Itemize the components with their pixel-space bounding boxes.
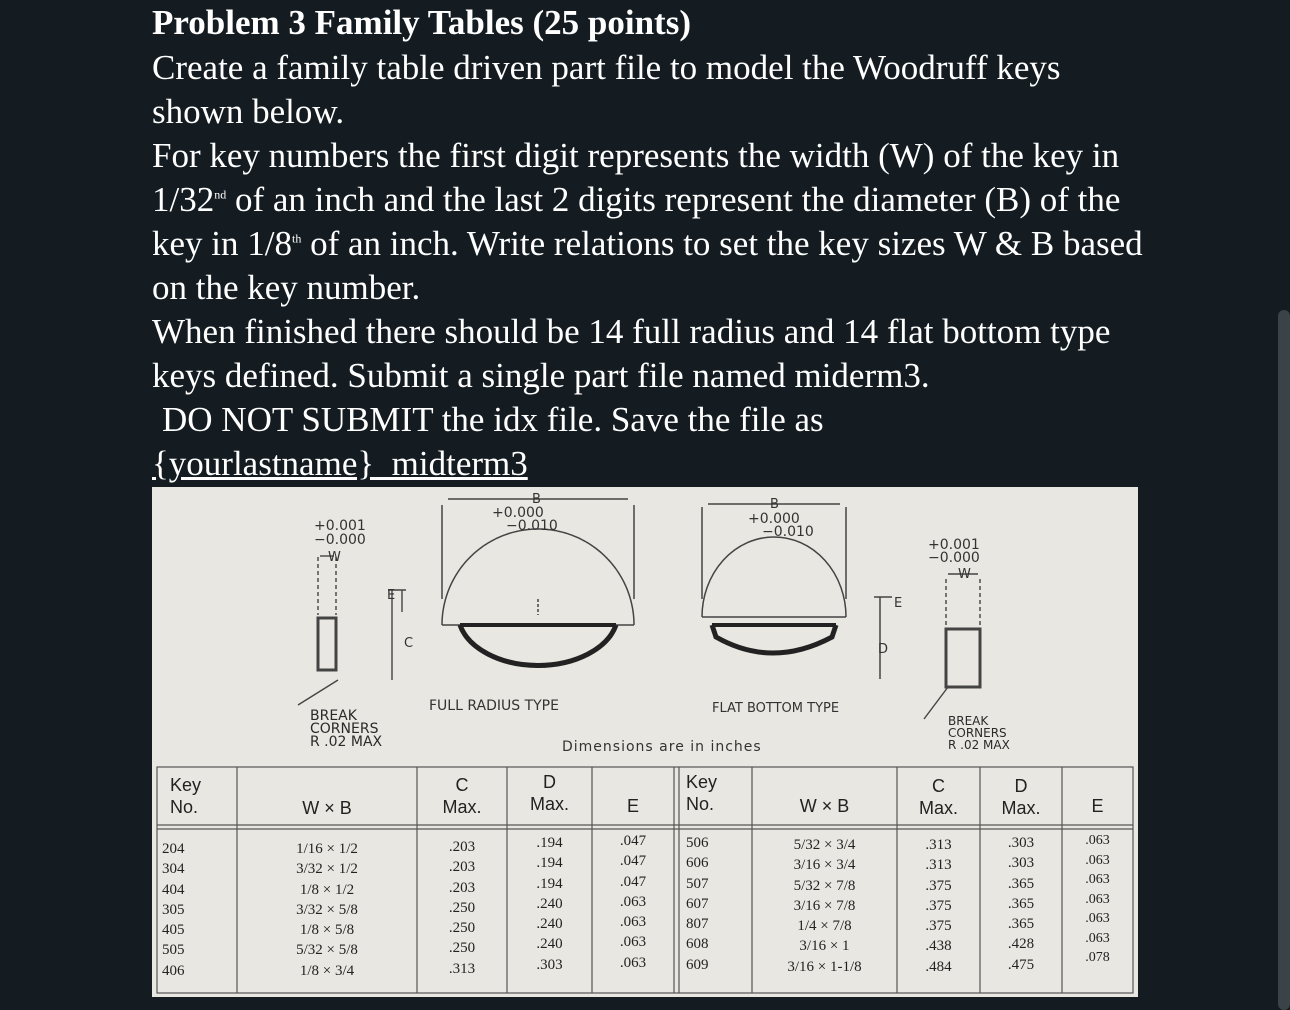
tol-w-left-2: −0.000 <box>314 532 366 548</box>
problem-text <box>152 0 1152 486</box>
woodruff-key-figure <box>152 487 1138 997</box>
col-c-right: .313 .313 .375 .375 .375 .438 .484 <box>925 837 952 975</box>
b-label-left: B <box>532 492 541 507</box>
para2-sup1: nd <box>214 187 227 202</box>
b-label-right: B <box>770 497 779 512</box>
tol-b-left-2: −0.010 <box>506 518 558 534</box>
header-c-left: C Max. <box>442 775 482 817</box>
w-label-right: W <box>958 567 971 582</box>
tol-b-left-1: +0.000 <box>492 505 544 521</box>
para2-a: For key numbers the first digit represents the width (W) of the key in 1/32 <box>152 136 1120 219</box>
col-wxb-left: 1/16 × 1/2 3/32 × 1/2 1/8 × 1/2 3/32 × 5/8 1/8 × 5/8 5/32 × 5/8 1/8 × 3/4 <box>296 841 358 979</box>
tol-b-right-1: +0.000 <box>748 511 800 527</box>
header-wxb-left: W × B <box>302 798 352 818</box>
col-key-right: 506 606 507 607 807 608 609 <box>686 835 709 973</box>
d-label-right: D <box>878 642 889 657</box>
header-e-left: E <box>626 796 639 816</box>
w-label-left: W <box>328 550 341 565</box>
col-e-left: .047 .047 .047 .063 .063 .063 .063 <box>619 833 647 971</box>
tol-w-right-2: −0.000 <box>928 550 980 566</box>
full-radius-type-label: FULL RADIUS TYPE <box>429 698 559 714</box>
problem-para-3: When finished there should be 14 full radius and 14 flat bottom type keys defined. Submit a single part file named miderm3. <box>152 312 1111 395</box>
tol-w-right-1: +0.001 <box>928 537 980 553</box>
col-c-left: .203 .203 .203 .250 .250 .250 .313 <box>448 839 476 977</box>
c-label-left: C <box>404 636 414 651</box>
header-c-right: C Max. <box>918 776 958 818</box>
header-key-no-left: Key No. <box>170 775 202 817</box>
dimensions-note: Dimensions are in inches <box>562 739 762 755</box>
col-wxb-right: 5/32 × 3/4 3/16 × 3/4 5/32 × 7/8 3/16 × 7/8 1/4 × 7/8 3/16 × 1 3/16 × 1-1/8 <box>787 837 862 975</box>
left-key-side-view <box>318 618 336 670</box>
header-wxb-right: W × B <box>799 796 850 816</box>
tol-b-right-2: −0.010 <box>762 524 814 540</box>
col-e-right: .063 .063 .063 .063 .063 .063 .078 <box>1085 833 1110 965</box>
problem-para-1: Create a family table driven part file to model the Woodruff keys shown below. <box>152 48 1061 131</box>
col-key-left: 204 304 404 305 405 505 406 <box>162 841 185 979</box>
problem-para-4: DO NOT SUBMIT the idx file. Save the file as <box>162 400 824 439</box>
col-d-right: .303 .303 .365 .365 .365 .428 .475 <box>1007 835 1035 973</box>
break-corners-right: BREAK CORNERS R .02 MAX <box>948 714 1010 752</box>
header-d-right: D Max. <box>1001 776 1041 818</box>
para2-c: of an inch. Write relations to set the key sizes W & B based on the key number. <box>152 224 1143 307</box>
header-d-left: D Max. <box>529 772 569 814</box>
woodruff-key-table <box>152 765 1138 995</box>
col-d-left: .194 .194 .194 .240 .240 .240 .303 <box>536 835 563 973</box>
problem-para-2 <box>152 134 1152 310</box>
scrollbar[interactable] <box>1278 310 1290 1010</box>
tol-w-left-1: +0.001 <box>314 518 366 534</box>
para2-b: of an inch and the last 2 digits represent the diameter (B) of the key in 1/8 <box>152 180 1121 263</box>
problem-title: Problem 3 Family Tables (25 points) <box>152 3 691 42</box>
problem-para-5: {yourlastname}_midterm3 <box>152 444 528 483</box>
header-e-right: E <box>1091 796 1104 816</box>
para2-sup2: th <box>291 231 302 246</box>
flat-bottom-type-label: FLAT BOTTOM TYPE <box>712 701 840 716</box>
break-corners-left: BREAK CORNERS R .02 MAX <box>310 708 383 750</box>
e-label-left: E <box>387 588 396 603</box>
header-key-no-right: Key No. <box>686 772 718 814</box>
e-label-right: E <box>894 596 903 611</box>
